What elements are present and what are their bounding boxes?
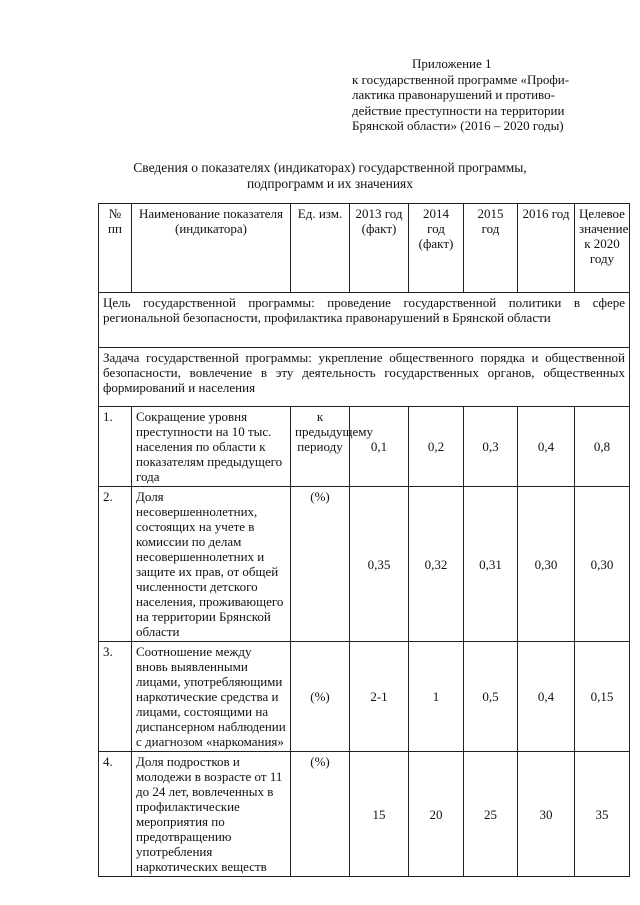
header-num: № пп (99, 204, 132, 293)
row-value-target: 35 (575, 752, 630, 877)
row-num: 2. (99, 487, 132, 642)
row-unit: (%) (291, 642, 350, 752)
goal-text: Цель государственной программы: проведение государственной политики в сфере региональной безопасности, профилактика правонарушений в Брянской области (99, 293, 630, 348)
row-name: Доля несовершеннолетних, состоящих на учете в комиссии по делам несовершеннолетних и защите их прав, от общей численности детского населения, проживающего на территории Брянской области (132, 487, 291, 642)
header-2014: 2014 год (факт) (409, 204, 464, 293)
document-title-line: подпрограмм и их значениях (246, 175, 414, 191)
header-2015: 2015 год (464, 204, 518, 293)
indicators-table (98, 203, 630, 877)
row-value-2016: 0,4 (518, 642, 575, 752)
row-value-2014: 0,2 (409, 407, 464, 487)
row-value-2015: 0,5 (464, 642, 518, 752)
row-value-2015: 0,31 (464, 487, 518, 642)
row-value-2013: 2-1 (350, 642, 409, 752)
table-row (99, 407, 630, 487)
table-header-row (99, 204, 630, 293)
row-value-2016: 0,4 (518, 407, 575, 487)
row-value-target: 0,15 (575, 642, 630, 752)
appendix-line: действие преступности на территории (352, 102, 565, 118)
appendix-line: лактика правонарушений и противо- (352, 87, 555, 102)
table-row (99, 487, 630, 642)
row-value-2013: 15 (350, 752, 409, 877)
document-title-line: Сведения о показателях (индикаторах) государственной программы, (133, 160, 527, 175)
task-row (99, 348, 630, 407)
row-value-2014: 20 (409, 752, 464, 877)
row-value-target: 0,30 (575, 487, 630, 642)
row-value-2014: 1 (409, 642, 464, 752)
row-num: 4. (99, 752, 132, 877)
document-title (100, 160, 560, 191)
header-target: Целевое значение к 2020 году (575, 204, 630, 293)
row-value-2013: 0,35 (350, 487, 409, 642)
row-value-2016: 0,30 (518, 487, 575, 642)
row-value-2014: 0,32 (409, 487, 464, 642)
row-value-2013: 0,1 (350, 407, 409, 487)
row-name: Сокращение уровня преступности на 10 тыс. населения по области к показателям предыдущего года (132, 407, 291, 487)
appendix-line: к государственной программе «Профи- (352, 71, 570, 87)
row-num: 1. (99, 407, 132, 487)
appendix-line: Брянской области» (2016 – 2020 годы) (352, 118, 564, 133)
row-unit: (%) (291, 487, 350, 642)
task-text: Задача государственной программы: укрепление общественного порядка и общественной безопасности, вовлечение в эту деятельность государственных органов, общественных формирований и населения (99, 348, 630, 407)
row-value-2015: 0,3 (464, 407, 518, 487)
row-unit: (%) (291, 752, 350, 877)
header-2016: 2016 год (518, 204, 575, 293)
row-value-2016: 30 (518, 752, 575, 877)
header-unit: Ед. изм. (291, 204, 350, 293)
row-name: Доля подростков и молодежи в возрасте от 11 до 24 лет, вовлеченных в профилактические мероприятия по предотвращению употребления наркотических веществ (132, 752, 291, 877)
row-unit: к предыдущему периоду (291, 407, 350, 487)
table-row (99, 642, 630, 752)
appendix-block (352, 56, 624, 134)
row-value-2015: 25 (464, 752, 518, 877)
table-row (99, 752, 630, 877)
row-num: 3. (99, 642, 132, 752)
header-name: Наименование показателя (индикатора) (132, 204, 291, 293)
header-2013: 2013 год (факт) (350, 204, 409, 293)
row-value-target: 0,8 (575, 407, 630, 487)
goal-row (99, 293, 630, 348)
row-name: Соотношение между вновь выявленными лицами, употребляющими наркотические средства и лицами, состоящими на диспансерном наблюдении с диагнозом «наркомания» (132, 642, 291, 752)
appendix-title: Приложение 1 (412, 56, 492, 71)
